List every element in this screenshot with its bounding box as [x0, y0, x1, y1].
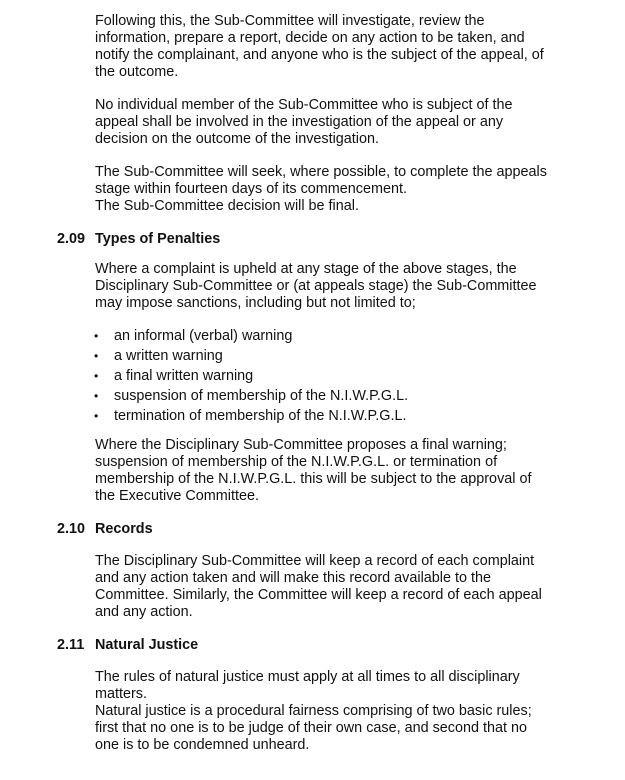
penalties-intro-paragraph [95, 261, 585, 312]
bullet-icon: • [94, 369, 99, 383]
text-line: and any action. [95, 604, 193, 620]
section-number: 2.11 [57, 637, 85, 653]
list-item-text: an informal (verbal) warning [114, 328, 293, 344]
list-item-text: a written warning [114, 348, 223, 364]
penalties-list [0, 326, 625, 426]
list-item-text: suspension of membership of the N.I.W.P.G.L. [114, 388, 409, 404]
text-line: stage within fourteen days of its commencement. [95, 181, 407, 197]
records-paragraph [95, 553, 585, 621]
list-item [0, 326, 625, 346]
text-line: decision on the outcome of the investigation. [95, 131, 379, 147]
text-line: The Disciplinary Sub-Committee will keep a record of each complaint [95, 553, 535, 569]
bullet-icon: • [94, 409, 99, 423]
text-line: suspension of membership of the N.I.W.P.G.L. or termination of [95, 454, 498, 470]
section-title: Natural Justice [95, 637, 199, 653]
text-line: first that no one is to be judge of their own case, and second that no [95, 720, 528, 736]
section-number: 2.10 [57, 521, 86, 537]
intro-paragraph-no-member [95, 97, 585, 148]
text-line: Following this, the Sub-Committee will investigate, review the [95, 13, 485, 29]
text-line: Where the Disciplinary Sub-Committee proposes a final warning; [95, 437, 507, 453]
text-line: and any action taken and will make this record available to the [95, 570, 491, 586]
text-line: No individual member of the Sub-Committee who is subject of the [95, 97, 513, 113]
section-heading-2-10 [0, 520, 625, 538]
section-heading-2-09 [0, 230, 625, 248]
bullet-icon: • [94, 389, 99, 403]
list-item [0, 366, 625, 386]
text-line: membership of the N.I.W.P.G.L. this will be subject to the approval of [95, 471, 532, 487]
list-item [0, 386, 625, 406]
text-line: notify the complainant, and anyone who is the subject of the appeal, of [95, 47, 544, 63]
list-item [0, 346, 625, 366]
list-item-text: a final written warning [114, 368, 254, 384]
text-line: The rules of natural justice must apply at all times to all disciplinary [95, 669, 520, 685]
bullet-icon: • [94, 329, 99, 343]
text-line: information, prepare a report, decide on any action to be taken, and [95, 30, 525, 46]
text-line: Natural justice is a procedural fairness comprising of two basic rules; [95, 703, 532, 719]
text-line: one is to be condemned unheard. [95, 737, 310, 753]
text-line: the Executive Committee. [95, 488, 259, 504]
text-line: The Sub-Committee decision will be final. [95, 198, 359, 214]
list-item-text: termination of membership of the N.I.W.P.G.L. [114, 408, 407, 424]
intro-paragraph-appeals-stage [95, 164, 585, 215]
natural-justice-paragraph [95, 669, 585, 754]
section-title: Types of Penalties [95, 231, 221, 247]
text-line: appeal shall be involved in the investigation of the appeal or any [95, 114, 504, 130]
section-heading-2-11 [0, 636, 625, 654]
text-line: The Sub-Committee will seek, where possible, to complete the appeals [95, 164, 547, 180]
text-line: matters. [95, 686, 147, 702]
text-line: Disciplinary Sub-Committee or (at appeals stage) the Sub-Committee [95, 278, 537, 294]
section-title: Records [95, 521, 153, 537]
text-line: Committee. Similarly, the Committee will keep a record of each appeal [95, 587, 542, 603]
text-line: Where a complaint is upheld at any stage of the above stages, the [95, 261, 517, 277]
list-item [0, 406, 625, 426]
intro-paragraph-investigation [95, 13, 585, 81]
section-number: 2.09 [57, 231, 86, 247]
text-line: may impose sanctions, including but not limited to; [95, 295, 416, 311]
penalties-approval-paragraph [95, 437, 585, 505]
text-line: the outcome. [95, 64, 179, 80]
bullet-icon: • [94, 349, 99, 363]
